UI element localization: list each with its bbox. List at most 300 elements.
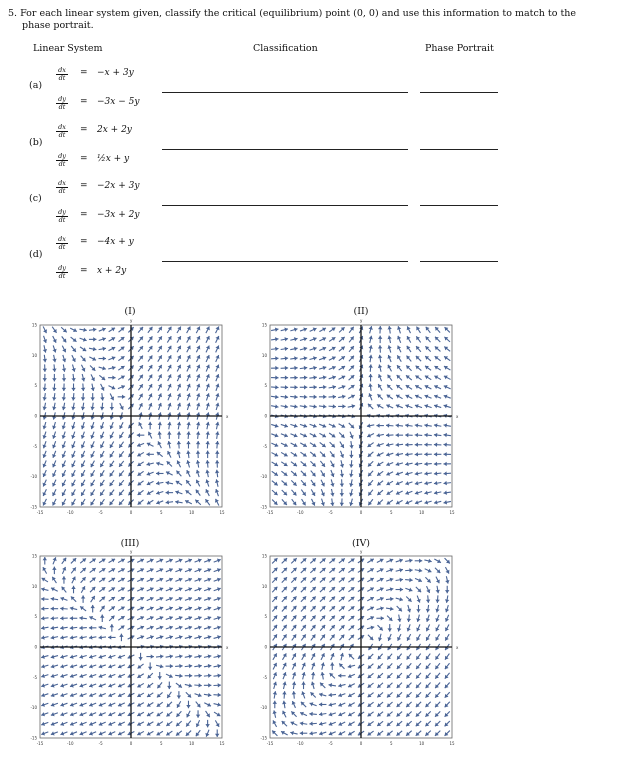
- dy-dt-fraction: [56, 96, 68, 110]
- x-tick-label: 10: [419, 741, 425, 746]
- vector-arrowhead: [386, 433, 389, 437]
- vector-arrowhead: [79, 616, 82, 620]
- vector-arrowhead: [323, 385, 326, 389]
- vector-arrowhead: [60, 616, 63, 620]
- system-part-label: (a): [29, 80, 43, 91]
- vector-arrowhead: [378, 364, 382, 368]
- vector-arrowhead: [349, 464, 353, 467]
- vector-arrowhead: [43, 397, 47, 401]
- x-tick-label: -5: [328, 741, 333, 746]
- y-tick-label: 15: [31, 322, 37, 328]
- vector-arrowhead: [215, 470, 219, 473]
- x-tick-label: 0: [129, 510, 133, 515]
- dx-numerator: dx: [56, 124, 68, 132]
- vector-arrowhead: [378, 326, 382, 329]
- vector-arrowhead: [175, 500, 178, 504]
- vector-arrowhead: [103, 356, 106, 360]
- dx-dt-fraction: [56, 236, 68, 250]
- y-tick-label: -15: [260, 735, 267, 741]
- vector-arrowhead: [110, 624, 114, 627]
- vector-arrowhead: [399, 568, 403, 572]
- problem-text-line2: phase portrait.: [22, 20, 94, 31]
- x-tick-label: -5: [98, 510, 103, 515]
- vector-arrowhead: [434, 433, 437, 437]
- vector-arrowhead: [170, 664, 173, 668]
- vector-arrowhead: [177, 431, 181, 434]
- vector-arrowhead: [275, 366, 278, 370]
- vector-arrowhead: [71, 378, 75, 381]
- vector-arrowhead: [179, 664, 182, 668]
- vector-arrowhead: [333, 404, 336, 408]
- equals-sign: =: [80, 154, 88, 164]
- vector-arrowhead: [428, 559, 432, 563]
- vector-arrowhead: [108, 635, 111, 639]
- vector-arrowhead: [416, 609, 420, 612]
- vector-arrowhead: [386, 423, 389, 427]
- y-axis-name: y: [360, 318, 363, 323]
- vector-arrowhead: [292, 682, 296, 685]
- y-tick-label: -15: [30, 735, 37, 741]
- vector-arrowhead: [100, 615, 104, 618]
- vector-arrowhead: [215, 479, 219, 483]
- vector-arrowhead: [60, 626, 63, 630]
- vector-arrowhead: [122, 395, 125, 399]
- y-tick-label: 10: [261, 583, 267, 589]
- equation-dx: −x + 3y: [97, 68, 134, 78]
- equals-sign: =: [80, 125, 88, 135]
- vector-arrowhead: [119, 634, 123, 637]
- x-tick-label: -10: [67, 510, 74, 515]
- vector-arrowhead: [294, 337, 298, 341]
- vector-arrowhead: [273, 701, 277, 704]
- vector-arrowhead: [52, 567, 56, 570]
- dx-numerator: dx: [56, 236, 68, 244]
- vector-arrowhead: [304, 375, 307, 379]
- vector-arrowhead: [198, 683, 201, 687]
- vector-arrowhead: [157, 431, 161, 434]
- y-tick-label: -10: [30, 705, 37, 711]
- vector-arrowhead: [445, 590, 449, 593]
- vector-arrowhead: [215, 460, 219, 463]
- vector-arrowhead: [70, 616, 73, 620]
- vector-arrowhead: [340, 653, 344, 657]
- vector-arrowhead: [208, 673, 211, 677]
- vector-arrowhead: [151, 654, 154, 658]
- equals-sign: =: [80, 210, 88, 220]
- vector-arrowhead: [426, 599, 430, 602]
- vector-arrowhead: [156, 471, 159, 475]
- vector-arrowhead: [137, 433, 140, 437]
- vector-arrowhead: [409, 568, 412, 572]
- x-tick-label: -15: [36, 510, 44, 515]
- dy-numerator: dy: [56, 209, 68, 217]
- vector-arrowhead: [217, 673, 220, 677]
- vector-arrowhead: [434, 471, 437, 475]
- dy-dt-fraction: [56, 265, 68, 279]
- vector-arrowhead: [300, 731, 303, 735]
- problem-number: 5.: [8, 8, 18, 19]
- vector-arrowhead: [309, 712, 312, 716]
- phase-portrait-plot: [25, 546, 237, 758]
- vector-arrowhead: [424, 452, 427, 456]
- vector-arrowhead: [160, 664, 164, 668]
- vector-arrowhead: [435, 599, 439, 602]
- x-tick-label: -15: [36, 741, 44, 746]
- vector-arrowhead: [349, 493, 353, 497]
- vector-arrowhead: [60, 606, 63, 610]
- y-tick-label: 15: [261, 322, 267, 328]
- vector-arrowhead: [275, 395, 278, 399]
- vector-arrowhead: [333, 395, 336, 399]
- vector-arrowhead: [62, 378, 66, 381]
- x-tick-label: -10: [297, 510, 304, 515]
- vector-arrowhead: [43, 557, 47, 560]
- vector-arrowhead: [443, 443, 446, 447]
- y-tick-label: 15: [31, 553, 37, 559]
- vector-arrowhead: [43, 369, 47, 372]
- vector-arrowhead: [160, 654, 163, 658]
- y-axis-name: y: [130, 318, 133, 323]
- vector-arrowhead: [323, 395, 326, 399]
- y-tick-label: -10: [260, 705, 267, 711]
- y-tick-label: -15: [260, 504, 267, 510]
- vector-arrowhead: [434, 481, 437, 485]
- vector-arrowhead: [371, 626, 375, 630]
- vector-arrowhead: [294, 385, 297, 389]
- vector-arrowhead: [177, 441, 181, 444]
- vector-arrowhead: [99, 635, 102, 639]
- vector-arrowhead: [198, 664, 201, 668]
- vector-arrowhead: [41, 597, 44, 601]
- portrait-label: (II): [353, 306, 369, 317]
- y-tick-label: 5: [264, 383, 267, 389]
- vector-arrowhead: [215, 431, 219, 435]
- vector-arrowhead: [166, 500, 169, 504]
- vector-arrowhead: [43, 378, 47, 381]
- y-tick-label: -5: [263, 674, 267, 680]
- vector-arrowhead: [146, 452, 149, 456]
- vector-arrowhead: [196, 441, 200, 444]
- phase-portrait-blank[interactable]: [420, 92, 498, 93]
- vector-arrowhead: [89, 626, 92, 630]
- vector-arrowhead: [217, 654, 221, 658]
- y-tick-label: -10: [30, 474, 37, 480]
- phase-portrait-plot: [25, 315, 237, 527]
- equation-dy: ½x + y: [97, 154, 130, 164]
- vector-arrowhead: [41, 635, 45, 639]
- dx-denominator: dt: [58, 130, 66, 139]
- vector-arrowhead: [294, 366, 297, 370]
- vector-arrowhead: [186, 451, 190, 454]
- vector-arrowhead: [338, 674, 341, 678]
- vector-arrowhead: [93, 337, 96, 341]
- vector-arrowhead: [434, 443, 437, 447]
- vector-arrowhead: [369, 336, 373, 340]
- y-tick-label: -5: [33, 674, 37, 680]
- x-tick-label: 5: [160, 510, 163, 515]
- header-phase-portrait: Phase Portrait: [425, 43, 494, 54]
- vector-arrowhead: [434, 462, 437, 466]
- vector-arrowhead: [285, 366, 288, 370]
- x-axis-name: x: [456, 645, 459, 650]
- classification-blank[interactable]: [162, 92, 408, 93]
- dy-denominator: dt: [58, 102, 66, 111]
- equals-sign: =: [80, 97, 88, 107]
- vector-arrowhead: [71, 388, 75, 391]
- vector-arrowhead: [90, 407, 94, 410]
- y-axis-name: y: [360, 549, 363, 554]
- vector-arrowhead: [205, 724, 209, 727]
- dy-dt-fraction: [56, 209, 68, 223]
- dy-numerator: dy: [56, 153, 68, 161]
- vector-arrowhead: [319, 702, 322, 706]
- vector-arrowhead: [304, 366, 307, 370]
- vector-arrowhead: [81, 595, 85, 598]
- phase-portrait-blank[interactable]: [420, 261, 498, 262]
- vector-arrowhead: [189, 674, 192, 678]
- vector-arrowhead: [218, 693, 221, 697]
- vector-arrowhead: [83, 328, 86, 332]
- classification-blank[interactable]: [162, 261, 408, 262]
- vector-arrowhead: [285, 385, 288, 389]
- vector-arrowhead: [445, 580, 449, 584]
- vector-arrowhead: [179, 674, 182, 678]
- y-tick-label: 5: [264, 614, 267, 620]
- vector-arrowhead: [426, 609, 430, 612]
- vector-arrowhead: [70, 606, 74, 610]
- y-tick-label: 0: [34, 644, 37, 650]
- x-tick-label: 0: [359, 741, 363, 746]
- vector-arrowhead: [424, 443, 427, 447]
- vector-arrowhead: [405, 443, 408, 447]
- vector-arrowhead: [196, 431, 200, 434]
- vector-arrowhead: [330, 502, 334, 505]
- vector-arrowhead: [415, 433, 418, 437]
- vector-arrowhead: [186, 441, 190, 444]
- vector-arrowhead: [186, 431, 190, 434]
- dy-denominator: dt: [58, 159, 66, 168]
- vector-arrowhead: [62, 397, 66, 400]
- vector-arrowhead: [313, 375, 316, 379]
- vector-arrowhead: [41, 616, 44, 620]
- vector-arrowhead: [208, 683, 211, 687]
- dy-numerator: dy: [56, 96, 68, 104]
- vector-arrowhead: [52, 378, 56, 381]
- vector-arrowhead: [148, 667, 152, 670]
- phase-portrait-blank[interactable]: [420, 205, 498, 206]
- vector-arrowhead: [380, 606, 384, 610]
- vector-arrowhead: [349, 474, 353, 477]
- vector-arrowhead: [321, 663, 325, 667]
- vector-arrowhead: [112, 366, 116, 370]
- vector-arrowhead: [205, 460, 209, 463]
- vector-arrowhead: [275, 385, 278, 389]
- vector-arrowhead: [70, 626, 73, 630]
- classification-blank[interactable]: [162, 149, 408, 150]
- x-tick-label: -5: [328, 510, 333, 515]
- vector-arrowhead: [424, 491, 428, 495]
- vector-arrowhead: [81, 388, 85, 391]
- vector-arrowhead: [416, 618, 420, 622]
- x-tick-label: -5: [98, 741, 103, 746]
- vector-arrowhead: [301, 682, 305, 685]
- vector-arrowhead: [167, 422, 171, 425]
- portrait-label: (I): [124, 306, 136, 317]
- vector-arrowhead: [215, 441, 219, 444]
- vector-arrowhead: [443, 481, 446, 485]
- vector-arrowhead: [41, 587, 45, 591]
- x-tick-label: 5: [390, 741, 393, 746]
- x-tick-label: 10: [189, 510, 195, 515]
- dy-denominator: dt: [58, 271, 66, 280]
- vector-arrowhead: [189, 664, 192, 668]
- vector-arrowhead: [51, 616, 54, 620]
- vector-arrowhead: [313, 404, 316, 408]
- vector-arrowhead: [348, 664, 352, 668]
- system-part-label: (d): [29, 249, 43, 260]
- header-linear-system: Linear System: [33, 43, 103, 54]
- vector-arrowhead: [158, 422, 162, 425]
- phase-portrait-plot: [255, 546, 467, 758]
- vector-arrowhead: [424, 471, 427, 475]
- vector-arrowhead: [443, 452, 446, 456]
- y-tick-label: 5: [34, 614, 37, 620]
- equals-sign: =: [80, 68, 88, 78]
- vector-arrowhead: [311, 672, 315, 675]
- y-tick-label: 15: [261, 553, 267, 559]
- vector-arrowhead: [41, 607, 44, 611]
- vector-arrowhead: [342, 404, 345, 408]
- vector-arrowhead: [302, 672, 306, 676]
- vector-arrowhead: [52, 397, 56, 400]
- vector-arrowhead: [112, 375, 115, 379]
- system-part-label: (c): [29, 193, 42, 204]
- problem-text-line1: For each linear system given, classify the critical (equilibrium) point (0, 0) and use this information to match to the: [20, 8, 577, 19]
- vector-arrowhead: [282, 682, 286, 686]
- x-axis-name: x: [226, 645, 229, 650]
- y-tick-label: -5: [263, 443, 267, 449]
- vector-arrowhead: [158, 676, 162, 679]
- vector-arrowhead: [415, 462, 418, 466]
- vector-arrowhead: [52, 368, 56, 371]
- vector-arrowhead: [147, 462, 151, 466]
- vector-arrowhead: [381, 616, 384, 620]
- y-tick-label: 0: [264, 644, 267, 650]
- vector-arrowhead: [415, 452, 418, 456]
- vector-arrowhead: [52, 388, 56, 391]
- vector-arrowhead: [319, 722, 323, 726]
- vector-arrowhead: [388, 628, 392, 631]
- vector-arrowhead: [218, 683, 221, 687]
- vector-arrowhead: [368, 355, 372, 358]
- system-part-label: (b): [29, 137, 43, 148]
- header-classification: Classification: [253, 43, 318, 54]
- vector-arrowhead: [284, 328, 288, 332]
- y-tick-label: -10: [260, 474, 267, 480]
- x-tick-label: -15: [266, 510, 274, 515]
- vector-arrowhead: [340, 493, 344, 496]
- vector-arrowhead: [314, 385, 317, 389]
- vector-arrowhead: [100, 407, 104, 410]
- vector-arrowhead: [434, 452, 437, 456]
- equation-dy: −3x + 2y: [97, 210, 140, 220]
- vector-arrowhead: [205, 451, 209, 454]
- vector-arrowhead: [205, 441, 209, 444]
- vector-arrowhead: [275, 375, 278, 379]
- vector-arrowhead: [378, 355, 382, 358]
- vector-arrowhead: [387, 326, 391, 329]
- y-tick-label: -15: [30, 504, 37, 510]
- vector-arrowhead: [285, 356, 288, 360]
- vector-arrowhead: [400, 578, 403, 582]
- vector-arrowhead: [323, 404, 326, 408]
- x-tick-label: 15: [219, 741, 225, 746]
- dx-denominator: dt: [58, 242, 66, 251]
- vector-arrowhead: [206, 431, 210, 434]
- vector-arrowhead: [409, 578, 412, 582]
- vector-arrowhead: [167, 431, 171, 434]
- vector-arrowhead: [319, 712, 322, 716]
- vector-arrowhead: [273, 710, 277, 714]
- vector-arrowhead: [215, 451, 219, 454]
- dx-numerator: dx: [56, 67, 68, 75]
- vector-arrowhead: [390, 597, 393, 601]
- phase-portrait-blank[interactable]: [420, 149, 498, 150]
- y-tick-label: 10: [31, 583, 37, 589]
- vector-arrowhead: [378, 336, 382, 339]
- vector-arrowhead: [443, 471, 446, 475]
- y-tick-label: 0: [264, 413, 267, 419]
- vector-arrowhead: [378, 345, 382, 348]
- vector-arrowhead: [196, 715, 200, 718]
- vector-arrowhead: [294, 395, 297, 399]
- vector-arrowhead: [330, 662, 334, 665]
- vector-arrowhead: [43, 359, 47, 362]
- vector-arrowhead: [397, 628, 401, 632]
- x-tick-label: 15: [449, 741, 455, 746]
- x-axis-name: x: [456, 414, 459, 419]
- vector-arrowhead: [294, 375, 297, 379]
- vector-arrowhead: [215, 734, 219, 737]
- equation-dx: −4x + y: [97, 237, 134, 247]
- vector-arrowhead: [99, 626, 103, 630]
- x-tick-label: 15: [219, 510, 225, 515]
- classification-blank[interactable]: [162, 205, 408, 206]
- dx-denominator: dt: [58, 73, 66, 82]
- vector-arrowhead: [329, 693, 332, 697]
- vector-arrowhead: [292, 691, 296, 694]
- vector-arrowhead: [282, 691, 286, 694]
- vector-arrowhead: [71, 397, 75, 400]
- vector-arrowhead: [376, 423, 379, 427]
- vector-arrowhead: [148, 422, 152, 425]
- vector-arrowhead: [62, 388, 66, 391]
- vector-arrowhead: [405, 433, 408, 437]
- vector-arrowhead: [396, 423, 399, 427]
- y-tick-label: -5: [33, 443, 37, 449]
- vector-arrowhead: [198, 674, 201, 678]
- dx-denominator: dt: [58, 186, 66, 195]
- vector-arrowhead: [435, 609, 439, 613]
- equation-dy: x + 2y: [97, 266, 127, 276]
- x-tick-label: 10: [189, 741, 195, 746]
- vector-arrowhead: [71, 586, 75, 589]
- vector-arrowhead: [329, 702, 333, 706]
- vector-arrowhead: [138, 657, 142, 660]
- vector-arrowhead: [166, 490, 169, 494]
- x-tick-label: -10: [297, 741, 304, 746]
- vector-arrowhead: [340, 474, 344, 477]
